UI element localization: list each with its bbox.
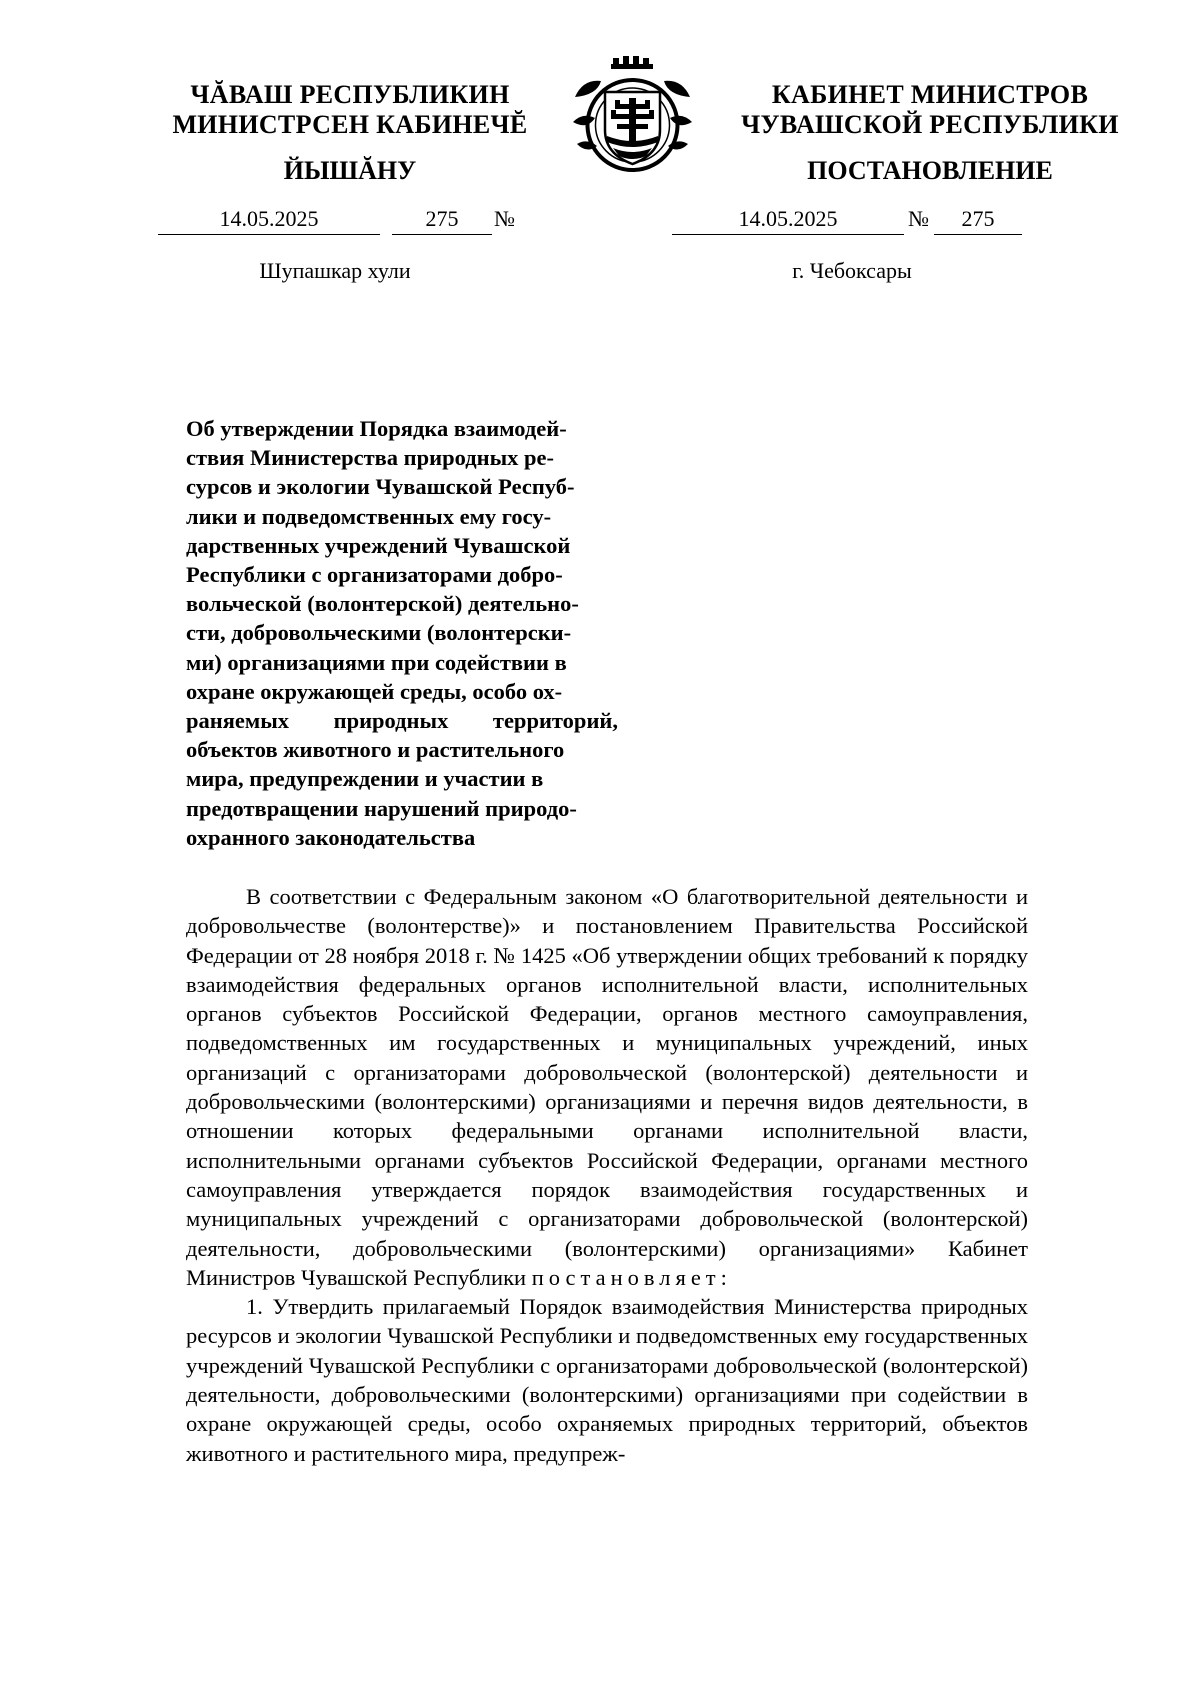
right-number-underline [934,234,1022,235]
preamble-text: В соответствии с Федеральным законом «О благотворительной деятельности и добровольчестве (волонтерстве)» и постановлением Правительства Российской Федерации от 28 ноября 2018 г. № 1425 «Об утверждении общих требований к порядку взаимодействия федеральных органов исполнительной власти, исполнительных органов субъектов Российской Федерации, органов местного самоуправления, подведомственных им государственных и муниципальных учреждений, иных организаций с организаторами добровольческой (волонтерской) деятельности и добровольческими (волонтерскими) организациями и перечня видов деятельности, в отношении которых федеральными органами исполнительной власти, исполнительными органами субъектов Российской Федерации, органами местного самоуправления утверждается порядок взаимодействия государственных и муниципальных учреждений с организаторами добровольческой (волонтерской) деятельности, добровольческими (волонтерскими) организациями» Кабинет Министров Чувашской Республики [186,884,1028,1290]
title-line: объектов животного и растительного [186,737,565,763]
title-line: мира, предупреждении и участии в [186,766,544,792]
preamble-paragraph [186,882,1028,1292]
document-title [186,414,618,852]
title-line: ми) организациями при содействии в [186,649,567,675]
title-line: охранного законодательства [186,824,476,850]
left-number-underline [392,234,492,235]
right-doc-type: ПОСТАНОВЛЕНИЕ [807,156,1053,185]
left-date: 14.05.2025 [219,206,319,231]
clause-1-paragraph: 1. Утвердить прилагаемый Порядок взаимодействия Министерства природных ресурсов и экологии Чувашской Республики и подведомственных ему государственных учреждений Чувашской Республики с организаторами добровольческой (волонтерской) деятельности, добровольческими (волонтерскими) организациями при содействии в охране окружающей среды, особо охраняемых природных территорий, объектов животного и растительного мира, предупреж- [186,1294,1028,1466]
left-city: Шупашкар хули [259,258,411,283]
right-authority-line2: ЧУВАШСКОЙ РЕСПУБЛИКИ [741,110,1119,139]
left-number-sign: № [494,206,515,231]
decree-word: постановляет: [531,1264,732,1290]
left-authority-line2: МИНИСТРСЕН КАБИНЕЧĔ [172,110,528,139]
title-line: ствия Министерства природных ре- [186,445,555,471]
document-body [186,882,1028,1468]
right-date: 14.05.2025 [738,206,838,231]
right-number-sign: № [908,206,929,231]
title-line: охране окружающей среды, особо ох- [186,678,563,704]
title-line: сти, добровольческими (волонтерски- [186,620,572,646]
left-date-underline [158,234,380,235]
title-line: вольческой (волонтерской) деятельно- [186,591,579,617]
coat-of-arms-icon [565,52,700,182]
right-date-underline [672,234,904,235]
title-line: предотвращении нарушений природо- [186,795,577,821]
left-authority-line1: ЧĂВАШ РЕСПУБЛИКИН [190,80,510,109]
right-authority-line1: КАБИНЕТ МИНИСТРОВ [771,80,1089,109]
title-line: раняемых природных территорий, [186,708,618,734]
title-line: дарственных учреждений Чувашской [186,532,571,558]
title-line: Республики с организаторами добро- [186,562,563,588]
title-line: сурсов и экологии Чувашской Респуб- [186,474,575,500]
left-doc-type: ЙЫШĂНУ [283,156,417,185]
right-number: 275 [961,206,995,231]
title-line: лики и подведомственных ему госу- [186,503,552,529]
left-number: 275 [425,206,459,231]
left-authority-name [150,80,550,140]
title-line: Об утверждении Порядка взаимодей- [186,416,567,441]
right-city: г. Чебоксары [792,258,912,283]
right-authority-name [720,80,1140,140]
